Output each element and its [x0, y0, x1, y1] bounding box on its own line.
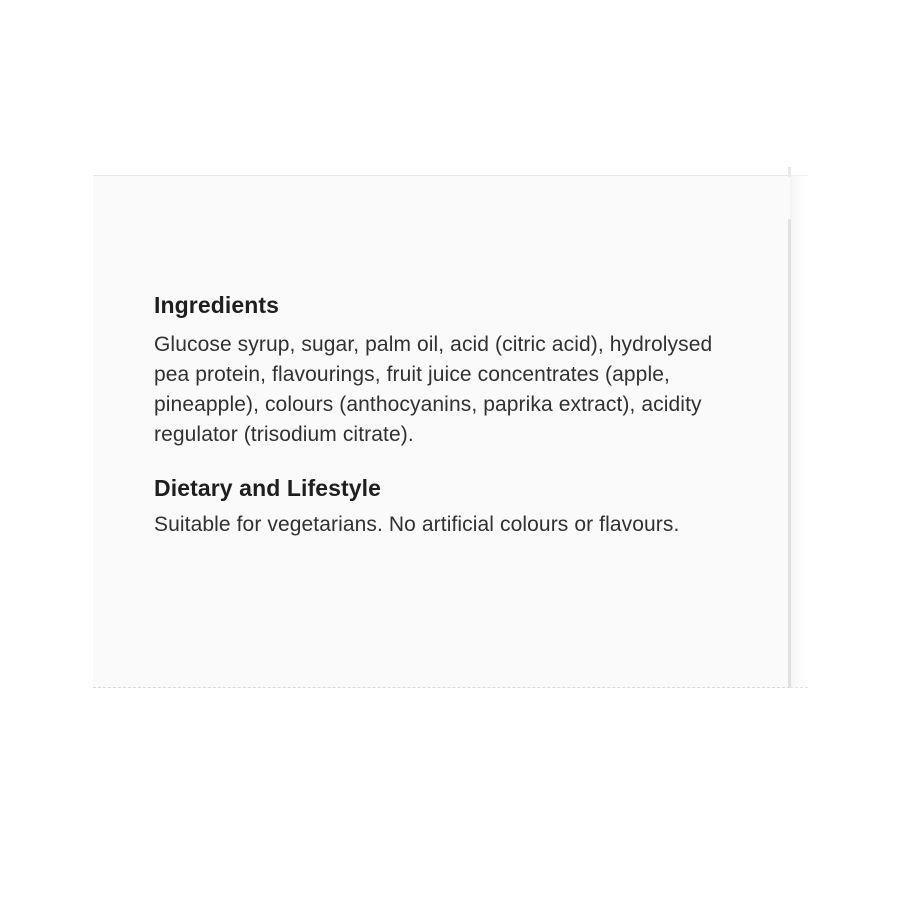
dietary-section: [154, 473, 729, 540]
panel-right-edge-fade: [790, 175, 808, 688]
scrollbar-top-tick: [788, 167, 791, 177]
ingredients-heading: Ingredients: [154, 292, 280, 318]
ingredients-text: Glucose syrup, sugar, palm oil, acid (citric acid), hydrolysed pea protein, flavourings, fruit juice concentrates (apple, pineapple), colours (anthocyanins, paprika extract), acidity regulator (trisodium citrate).: [154, 333, 713, 446]
dietary-heading: Dietary and Lifestyle: [154, 475, 382, 501]
panel-content: [154, 290, 729, 540]
ingredients-section: [154, 290, 729, 450]
dietary-text: Suitable for vegetarians. No artificial colours or flavours.: [154, 513, 680, 536]
scrollbar-thumb[interactable]: [788, 219, 791, 688]
